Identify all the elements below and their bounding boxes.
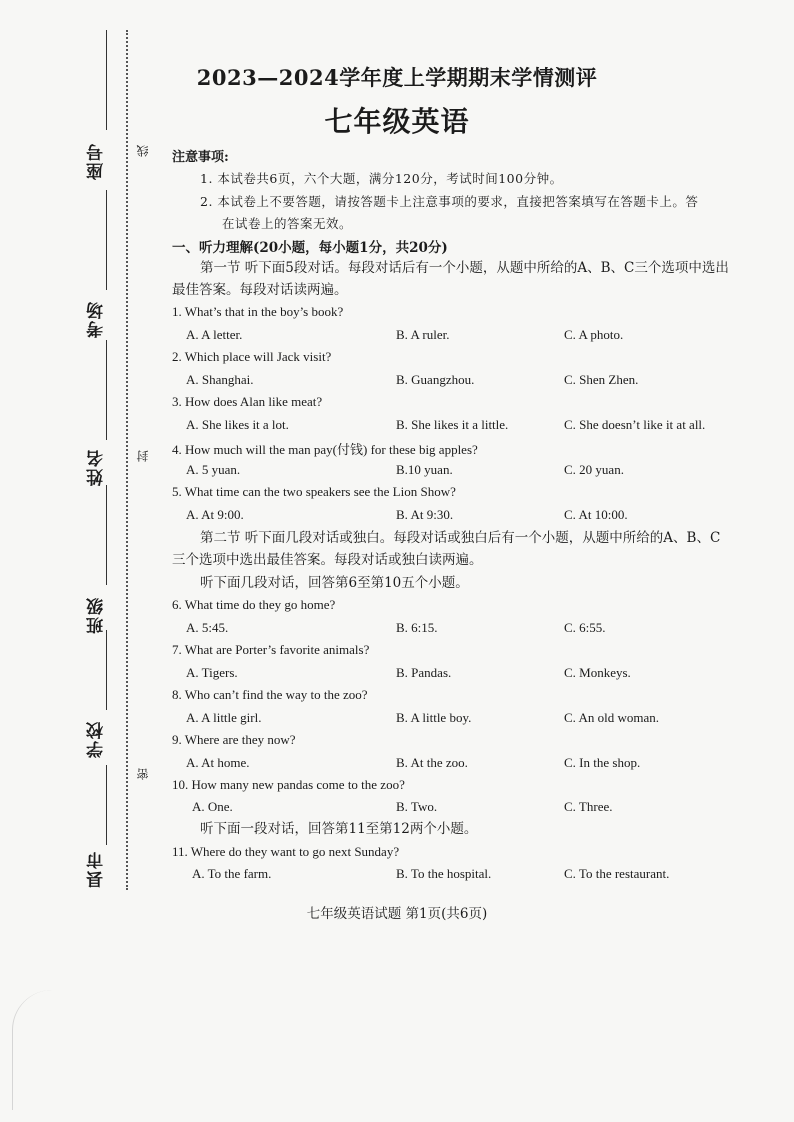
option-a: A. A little girl. [186, 710, 262, 725]
option-c: C. An old woman. [564, 710, 659, 725]
option-c: C. 20 yuan. [564, 462, 624, 477]
option-c: C. Three. [564, 799, 613, 814]
question-stem: 9. Where are they now? [172, 732, 296, 747]
margin-label-room: 考场 [87, 300, 107, 338]
part1-instruction: 第一节 听下面5段对话。每段对话后有一个小题，从题中所给的A、B、C三个选项中选出 [200, 260, 729, 276]
question-stem: 4. How much will the man pay(付钱) for these big apples? [172, 442, 478, 457]
question-stem: 1. What’s that in the boy’s book? [172, 304, 344, 319]
option-a: A. At home. [186, 755, 250, 770]
option-a: A. To the farm. [192, 866, 272, 881]
option-a: A. She likes it a lot. [186, 417, 289, 432]
option-a: A. Tigers. [186, 665, 238, 680]
option-b: B. 6:15. [396, 620, 438, 635]
option-b: B. She likes it a little. [396, 417, 509, 432]
margin-label-name: 姓名 [87, 448, 107, 486]
section-heading: 一、听力理解(20小题，每小题1分，共20分) [172, 240, 448, 256]
option-c: C. In the shop. [564, 755, 641, 770]
seal-char-secret: 密 [136, 768, 150, 780]
option-c: C. Monkeys. [564, 665, 631, 680]
option-b: B. A ruler. [396, 327, 450, 342]
margin-fill-line [106, 765, 108, 845]
option-a: A. 5 yuan. [186, 462, 241, 477]
margin-fill-line [106, 340, 108, 440]
scan-artifact [12, 990, 53, 1110]
option-b: B. At 9:30. [396, 507, 454, 522]
margin-fill-line [106, 630, 108, 710]
option-a: A. Shanghai. [186, 372, 254, 387]
part1-instruction-cont: 最佳答案。每段对话读两遍。 [172, 282, 348, 298]
part2-instruction-cont: 三个选项中选出最佳答案。每段对话或独白读两遍。 [172, 552, 483, 568]
question-stem: 6. What time do they go home? [172, 597, 336, 612]
question-stem: 2. Which place will Jack visit? [172, 349, 332, 364]
option-c: C. Shen Zhen. [564, 372, 639, 387]
option-b: B.10 yuan. [396, 462, 453, 477]
question-stem: 10. How many new pandas come to the zoo? [172, 777, 405, 792]
binding-margin [70, 30, 165, 890]
question-stem: 7. What are Porter’s favorite animals? [172, 642, 370, 657]
option-a: A. 5:45. [186, 620, 229, 635]
notice-item: 1. 本试卷共6页，六个大题，满分120分，考试时间100分钟。 [200, 171, 563, 186]
option-c: C. 6:55. [564, 620, 606, 635]
option-b: B. Two. [396, 799, 438, 814]
option-b: B. Pandas. [396, 665, 452, 680]
question-stem: 5. What time can the two speakers see the Lion Show? [172, 484, 456, 499]
margin-label-class: 班级 [87, 596, 107, 634]
option-c: C. She doesn’t like it at all. [564, 417, 706, 432]
option-c: C. To the restaurant. [564, 866, 670, 881]
margin-label-school: 学校 [87, 720, 107, 758]
exam-title: 2023—2024学年度上学期期末学情测评 [196, 65, 598, 90]
margin-fill-line [106, 190, 108, 290]
option-a: A. One. [192, 799, 233, 814]
seal-char-line: 线 [136, 145, 150, 157]
notice-heading: 注意事项: [172, 150, 229, 165]
option-b: B. A little boy. [396, 710, 472, 725]
part2-instruction: 第二节 听下面几段对话或独白。每段对话或独白后有一个小题，从题中所给的A、B、C [200, 530, 721, 546]
margin-label-county: 县市 [87, 850, 107, 888]
notice-item: 2. 本试卷上不要答题，请按答题卡上注意事项的要求，直接把答案填写在答题卡上。答 [200, 194, 699, 209]
seal-dotted-line [126, 30, 128, 890]
question-stem: 8. Who can’t find the way to the zoo? [172, 687, 368, 702]
option-b: B. At the zoo. [396, 755, 468, 770]
part2-sub-instruction: 听下面一段对话，回答第11至第12两个小题。 [200, 821, 478, 837]
exam-subtitle: 七年级英语 [324, 105, 470, 138]
option-a: A. A letter. [186, 327, 243, 342]
margin-label-seat: 座号 [87, 142, 107, 180]
option-c: C. A photo. [564, 327, 624, 342]
seal-char-seal: 封 [136, 450, 150, 462]
notice-item: 在试卷上的答案无效。 [222, 216, 353, 231]
option-c: C. At 10:00. [564, 507, 628, 522]
option-b: B. Guangzhou. [396, 372, 475, 387]
question-stem: 11. Where do they want to go next Sunday? [172, 844, 400, 859]
part2-sub-instruction: 听下面几段对话，回答第6至第10五个小题。 [200, 575, 469, 591]
option-b: B. To the hospital. [396, 866, 492, 881]
option-a: A. At 9:00. [186, 507, 244, 522]
question-stem: 3. How does Alan like meat? [172, 394, 323, 409]
margin-fill-line [106, 485, 108, 585]
page-footer: 七年级英语试题 第1页(共6页) [306, 906, 488, 922]
